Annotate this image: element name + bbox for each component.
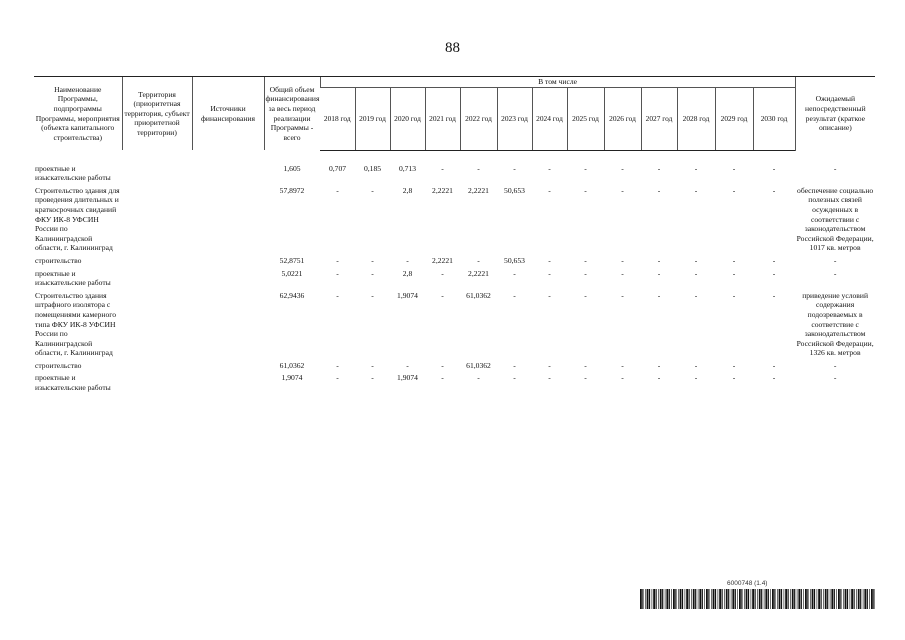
row-result: обеспечение социально полезных связей осужденных в соответствии с законодательством Российской Федерации, 1017 кв. метров xyxy=(796,185,874,253)
row-year-value: - xyxy=(621,290,624,300)
row-year-value: - xyxy=(548,163,551,173)
row-year-value: - xyxy=(548,360,551,370)
row-total: 57,8972 xyxy=(279,185,305,195)
row-year-value: - xyxy=(548,290,551,300)
row-year-value: - xyxy=(548,268,551,278)
row-name: Строительство здания штрафного изолятора с помещениями камерного типа ФКУ ИК-8 УФСИН России по Калининградской области, г. Калининград xyxy=(35,290,116,358)
page-number: 88 xyxy=(445,40,460,56)
row-year-value: - xyxy=(336,255,339,265)
row-year-value: - xyxy=(584,268,587,278)
row-year-value: - xyxy=(694,360,698,370)
row-year-value: - xyxy=(336,290,339,300)
row-sources xyxy=(192,266,264,288)
row-year-value: - xyxy=(371,290,374,300)
row-year-value: - xyxy=(371,185,374,195)
row-year-value: - xyxy=(584,255,587,265)
row-year-value: 1,9074 xyxy=(397,290,418,300)
row-year-value: - xyxy=(772,163,776,173)
row-territory xyxy=(122,288,192,358)
row-year-value: - xyxy=(732,360,736,370)
table-body xyxy=(34,150,875,393)
row-year-value: - xyxy=(584,360,587,370)
row-year-value: - xyxy=(441,268,444,278)
row-year-value: - xyxy=(548,255,551,265)
row-year-value: 2,2221 xyxy=(468,185,489,195)
row-year-value: 0,713 xyxy=(398,163,417,173)
row-name: проектные и изыскательские работы xyxy=(35,268,111,288)
row-year-value: 2,2221 xyxy=(432,185,453,195)
row-year-value: - xyxy=(477,163,480,173)
row-year-value: 0,185 xyxy=(363,163,382,173)
row-year-value: - xyxy=(441,163,444,173)
row-sources xyxy=(192,370,264,392)
row-year-value: 61,0362 xyxy=(466,360,491,370)
row-year-value: - xyxy=(694,185,698,195)
header-year: 2028 год xyxy=(677,87,715,150)
row-year-value: - xyxy=(584,290,587,300)
row-result: - xyxy=(833,373,837,383)
row-total: 1,605 xyxy=(283,163,301,173)
row-year-value: - xyxy=(694,163,698,173)
row-territory xyxy=(122,253,192,266)
row-year-value: - xyxy=(441,290,444,300)
row-year-value: - xyxy=(548,373,551,383)
header-year: 2021 год xyxy=(425,87,460,150)
header-year: 2018 год xyxy=(320,87,355,150)
row-year-value: - xyxy=(336,268,339,278)
header-sources: Источники финансирования xyxy=(192,77,264,151)
row-year-value: - xyxy=(657,255,661,265)
row-year-value: 1,9074 xyxy=(397,373,418,383)
row-year-value: - xyxy=(477,373,480,383)
row-year-value: - xyxy=(657,360,661,370)
row-year-value: - xyxy=(657,290,661,300)
row-year-value: 61,0362 xyxy=(466,290,491,300)
row-year-value: - xyxy=(513,373,516,383)
header-year: 2022 год xyxy=(460,87,497,150)
row-year-value: - xyxy=(371,255,374,265)
row-year-value: - xyxy=(621,360,624,370)
row-sources xyxy=(192,288,264,358)
header-year: 2030 год xyxy=(753,87,795,150)
row-year-value: - xyxy=(772,373,776,383)
row-year-value: - xyxy=(371,360,374,370)
header-year: 2023 год xyxy=(497,87,532,150)
row-total: 62,9436 xyxy=(279,290,305,300)
row-result: - xyxy=(833,360,837,370)
row-territory xyxy=(122,161,192,183)
header-year: 2020 год xyxy=(390,87,425,150)
row-year-value: - xyxy=(694,255,698,265)
row-year-value: - xyxy=(621,268,624,278)
row-year-value: - xyxy=(657,373,661,383)
row-year-value: - xyxy=(694,373,698,383)
row-name: проектные и изыскательские работы xyxy=(35,163,111,183)
row-year-value: - xyxy=(513,360,516,370)
row-year-value: - xyxy=(584,185,587,195)
row-year-value: - xyxy=(732,185,736,195)
row-year-value: - xyxy=(732,373,736,383)
row-year-value: - xyxy=(441,360,444,370)
table-row xyxy=(34,288,875,358)
table-row xyxy=(34,253,875,266)
row-year-value: - xyxy=(548,185,551,195)
row-result: - xyxy=(833,255,837,265)
row-year-value: - xyxy=(513,268,516,278)
row-year-value: - xyxy=(336,185,339,195)
barcode-label: 6000748 (1.4) xyxy=(727,580,768,587)
row-year-value: 2,8 xyxy=(402,268,413,278)
financing-table xyxy=(34,76,875,393)
row-sources xyxy=(192,183,264,253)
row-territory xyxy=(122,183,192,253)
row-sources xyxy=(192,253,264,266)
row-year-value: 50,653 xyxy=(504,185,525,195)
row-result: приведение условий содержания подозреваемых в соответствие с законодательством Российской Федерации, 1326 кв. метров xyxy=(796,290,874,358)
row-name: строительство xyxy=(35,255,82,265)
row-territory xyxy=(122,370,192,392)
row-year-value: - xyxy=(621,255,624,265)
row-year-value: - xyxy=(371,373,374,383)
row-territory xyxy=(122,358,192,371)
header-row xyxy=(34,77,875,88)
row-year-value: - xyxy=(694,268,698,278)
row-year-value: - xyxy=(657,185,661,195)
row-year-value: - xyxy=(732,290,736,300)
header-result: Ожидаемый непосредственный результат (краткое описание) xyxy=(795,77,875,151)
header-territory: Территория (приоритетная территория, субъект приоритетной территории) xyxy=(122,77,192,151)
header-year: 2027 год xyxy=(641,87,677,150)
row-year-value: - xyxy=(732,163,736,173)
row-year-value: - xyxy=(772,268,776,278)
row-year-value: - xyxy=(513,163,516,173)
row-year-value: - xyxy=(772,185,776,195)
row-name: проектные и изыскательские работы xyxy=(35,373,111,393)
row-year-value: - xyxy=(772,255,776,265)
row-year-value: - xyxy=(371,268,374,278)
table-row xyxy=(34,358,875,371)
row-year-value: 0,707 xyxy=(328,163,347,173)
row-year-value: 2,2221 xyxy=(468,268,489,278)
row-year-value: - xyxy=(441,373,444,383)
row-total: 1,9074 xyxy=(281,373,303,383)
row-year-value: - xyxy=(732,255,736,265)
row-year-value: - xyxy=(732,268,736,278)
row-name: Строительство здания для проведения длительных и краткосрочных свиданий ФКУ ИК-8 УФСИН России по Калининградской области, г. Калининград xyxy=(35,185,120,253)
table-row xyxy=(34,161,875,183)
header-name: Наименование Программы, подпрограммы Программы, мероприятия (объекта капитального строительства) xyxy=(34,77,122,151)
header-including: В том числе xyxy=(320,77,795,88)
row-total: 5,0221 xyxy=(281,268,303,278)
header-year: 2024 год xyxy=(532,87,567,150)
row-sources xyxy=(192,358,264,371)
row-year-value: - xyxy=(657,163,661,173)
row-sources xyxy=(192,161,264,183)
table-row xyxy=(34,266,875,288)
row-year-value: - xyxy=(657,268,661,278)
row-year-value: - xyxy=(336,373,339,383)
row-year-value: - xyxy=(772,360,776,370)
row-territory xyxy=(122,266,192,288)
row-year-value: - xyxy=(406,360,409,370)
row-year-value: - xyxy=(621,373,624,383)
row-year-value: - xyxy=(694,290,698,300)
row-year-value: - xyxy=(336,360,339,370)
row-year-value: - xyxy=(406,255,409,265)
header-year: 2029 год xyxy=(715,87,753,150)
header-year: 2019 год xyxy=(355,87,390,150)
table-row xyxy=(34,183,875,253)
row-year-value: 50,653 xyxy=(504,255,525,265)
row-year-value: - xyxy=(584,163,587,173)
table-row xyxy=(34,370,875,392)
row-result: - xyxy=(833,268,837,278)
row-year-value: - xyxy=(772,290,776,300)
row-year-value: 2,2221 xyxy=(432,255,453,265)
row-year-value: - xyxy=(513,290,516,300)
header-year: 2026 год xyxy=(604,87,641,150)
row-year-value: - xyxy=(584,373,587,383)
row-year-value: - xyxy=(621,163,624,173)
row-total: 52,8751 xyxy=(279,255,305,265)
barcode-image xyxy=(640,589,876,609)
row-name: строительство xyxy=(35,360,82,370)
row-year-value: - xyxy=(477,255,480,265)
row-total: 61,0362 xyxy=(279,360,305,370)
row-year-value: 2,8 xyxy=(402,185,413,195)
header-total: Общий объем финансирования за весь период реализации Программы - всего xyxy=(264,77,320,151)
header-year: 2025 год xyxy=(567,87,604,150)
row-year-value: - xyxy=(621,185,624,195)
row-result: - xyxy=(833,163,837,173)
